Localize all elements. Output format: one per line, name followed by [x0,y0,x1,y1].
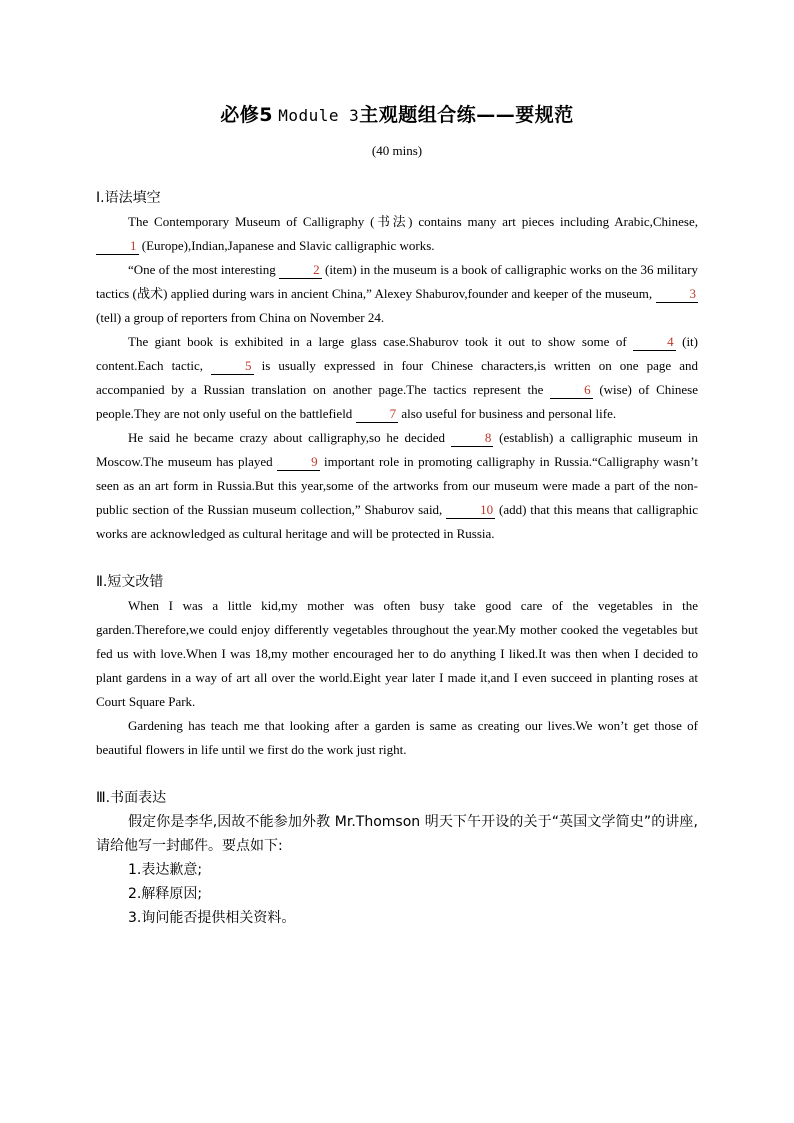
text-run: The giant book is exhibited in a large glass case.Shaburov took it out to show some of [128,334,634,349]
worksheet-page [96,100,698,930]
text-run: important role in promoting calligraphy in Russia.“Calligraphy wasn’t seen as an art form in Russia.But this year,some of the artworks from our museum were made a part of the non-public section of the Russian museum collection,” Shaburov said, [96,454,698,517]
blank-7[interactable]: 7 [356,406,399,423]
title-prefix: 必修5 [220,104,273,126]
text-run: He said he became crazy about calligraphy,so he decided [128,430,451,445]
text-run: (wise) of Chinese people.They are not only useful on the battlefield [96,382,698,421]
paragraph: Gardening has teach me that looking after a garden is same as creating our lives.We won’t get those of beautiful flowers in life until we first do the work just right. [96,718,698,757]
title-suffix: 主观题组合练——要规范 [359,104,574,126]
text-run: (tell) a group of reporters from China on November 24. [96,310,385,325]
list-item: 1.表达歉意; [128,862,203,878]
text-run: (it) content.Each tactic, [96,334,698,373]
blank-10[interactable]: 10 [446,502,495,519]
title-module: Module 3 [278,106,360,125]
blank-5[interactable]: 5 [211,358,254,375]
list-item: 2.解释原因; [128,886,203,902]
text-run: (Europe),Indian,Japanese and Slavic calligraphic works. [138,238,435,253]
text-run: The Contemporary Museum of Calligraphy (书法) contains many art pieces including Arabic,Chinese, [128,214,698,229]
section-writing [96,786,698,930]
paragraph [96,210,698,258]
section-heading: Ⅱ.短文改错 [96,574,164,590]
blank-9[interactable]: 9 [277,454,320,471]
page-title [96,100,698,127]
blank-4[interactable]: 4 [633,334,676,351]
section-heading: Ⅲ.书面表达 [96,790,167,806]
paragraph: When I was a little kid,my mother was often busy take good care of the vegetables in the garden.Therefore,we could enjoy differently vegetables throughout the year.My mother cooked the vegetables but fed us with love.When I was 18,my mother encouraged her to do anything I liked.It was then when I decided to plant gardens in a way of art all over the world.Eight year later I made it,and I even succeed in planting roses at Court Square Park. [96,598,698,709]
list-item: 3.询问能否提供相关资料。 [128,910,296,926]
text-run: (add) that this means that calligraphic works are acknowledged as cultural heritage and will be protected in Russia. [96,502,698,541]
writing-prompt: 假定你是李华,因故不能参加外教 Mr.Thomson 明天下午开设的关于“英国文学简史”的讲座,请给他写一封邮件。要点如下: [96,814,698,854]
paragraph [96,330,698,426]
text-run: is usually expressed in four Chinese characters,is written on one page and accompanied by a Russian translation on another page.The tactics represent the [96,358,698,397]
section-grammar-fill [96,186,698,546]
blank-8[interactable]: 8 [451,430,494,447]
spacer [96,762,698,786]
text-run: “One of the most interesting [128,262,280,277]
spacer [96,546,698,570]
blank-6[interactable]: 6 [550,382,593,399]
section-error-correction [96,570,698,762]
section-heading: Ⅰ.语法填空 [96,190,161,206]
blank-1[interactable]: 1 [96,238,139,255]
text-run: (establish) a calligraphic museum in Moscow.The museum has played [96,430,698,469]
time-limit: (40 mins) [371,143,423,158]
paragraph [96,258,698,330]
blank-3[interactable]: 3 [656,286,699,303]
text-run: also useful for business and personal life. [398,406,617,421]
paragraph [96,426,698,546]
blank-2[interactable]: 2 [279,262,322,279]
text-run: (item) in the museum is a book of calligraphic works on the 36 military tactics (战术) applied during wars in ancient China,” Alexey Shaburov,founder and keeper of the museum, [96,262,698,301]
